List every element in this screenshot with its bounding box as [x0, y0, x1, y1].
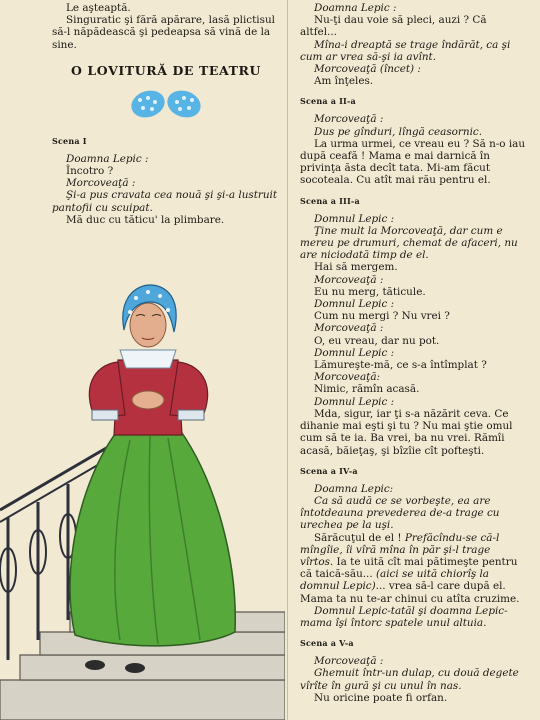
speaker-label: Domnul Lepic :	[314, 395, 395, 408]
scene-3-label: Scena a III-a	[300, 195, 360, 206]
dialogue-line: Mă duc cu tăticu' la plimbare.	[66, 213, 225, 226]
speaker-label: Morcoveaţă :	[314, 322, 384, 335]
stage-direction: Ca să audă ce se vorbeşte, ea are întotdeauna prevederea de-a trage cu urechea pe la uşi.	[300, 494, 500, 532]
speaker-label: Doamna Lepic:	[314, 482, 394, 495]
dialogue-line: Hai să mergem.	[314, 261, 398, 274]
dialogue-line: O, eu vreau, dar nu pot.	[314, 334, 440, 347]
right-column	[300, 2, 526, 704]
dialogue-text: ... vrea să-l care după el. Mama ta nu te-ar chinui cu atîta cruzime.	[300, 580, 520, 605]
left-column	[52, 2, 280, 226]
stage-direction: Ghemuit într-un dulap, cu două degete vîrîte în gură şi cu unul în nas.	[300, 667, 519, 692]
dialogue-line: Eu nu merg, tăticule.	[314, 285, 426, 298]
chapter-title: O LOVITURĂ DE TEATRU	[70, 62, 262, 78]
stage-direction: Şi-a pus cravata cea nouă şi şi-a lustruit pantofii cu scuipat.	[52, 189, 278, 214]
dialogue-line: Cum nu mergi ? Nu vrei ?	[314, 310, 450, 323]
stage-direction: Dus pe gînduri, lîngă ceasornic.	[314, 125, 483, 138]
green-skirt	[70, 430, 235, 646]
speaker-label: Morcoveaţă :	[314, 655, 384, 668]
ornament-icon	[126, 86, 206, 122]
dialogue-line: Am înţeles.	[314, 75, 374, 88]
speaker-label: Morcoveaţă :	[66, 177, 136, 190]
intro-paragraph: Singuratic şi fără apărare, lasă plictisul să-l năpădească şi pedeapsa să vină de la sine.	[52, 14, 275, 51]
stage-direction-inline: (aici se uită chiorîş la domnul Lepic)	[300, 568, 489, 593]
stage-direction: Mîna-i dreaptă se trage îndărăt, ca şi cum ar vrea să-şi ia avînt.	[300, 38, 511, 63]
stage-direction: Ţine mult la Morcoveaţă, dar cum e mereu pe drumuri, chemat de afaceri, nu are niciodată timp de el.	[300, 224, 518, 262]
scene-2-label: Scena a II-a	[300, 96, 356, 107]
dialogue-line: Nu oricine poate fi orfan.	[314, 691, 448, 704]
scene-5-label: Scena a V-a	[300, 638, 354, 649]
speaker-label: Domnul Lepic :	[314, 212, 395, 225]
dialogue-text: Sărăcuţul de el !	[314, 531, 405, 544]
speaker-label: Morcoveaţă (încet) :	[314, 63, 421, 76]
dialogue-line: Mda, sigur, iar ţi s-a năzărit ceva. Ce dihanie mai eşti şi tu ? Nu mai ştie omul cum să te ia. Ba vrei, ba nu vrei. Rămîi acasă, băieţaş, şi bîzîie cît pofteşti.	[300, 407, 513, 457]
speaker-label: Morcoveaţă:	[314, 371, 381, 384]
stage-direction-inline: Prefăcîndu-se că-l mîngîie, îi vîră mîna în păr şi-l trage vîrtos.	[300, 531, 500, 568]
woman-on-stairs-illustration	[0, 240, 285, 720]
column-divider	[287, 0, 288, 720]
speaker-label: Doamna Lepic :	[66, 152, 149, 165]
dialogue-line: Încotro ?	[66, 165, 114, 178]
dialogue-line: Lămureşte-mă, ce s-a întîmplat ?	[314, 359, 487, 372]
stage-direction: Domnul Lepic-tatăl şi doamna Lepic-mama îşi întorc spatele unul altuia.	[300, 604, 508, 629]
dialogue-paragraph	[300, 532, 526, 605]
dialogue-text: Ia te uită cît mai pătimeşte pentru că taică-său...	[300, 555, 518, 581]
speaker-label: Doamna Lepic :	[314, 2, 397, 14]
intro-line-1: Le aşteaptă.	[66, 2, 131, 14]
speaker-label: Domnul Lepic :	[314, 298, 395, 311]
speaker-label: Morcoveaţă :	[314, 113, 384, 126]
dialogue-line: Nimic, rămîn acasă.	[314, 383, 420, 396]
dialogue-line: Nu-ţi dau voie să pleci, auzi ? Că altfel...	[300, 14, 487, 39]
dialogue-line: La urma urmei, ce vreau eu ? Să n-o iau după ceafă ! Mama e mai darnică în privinţa ăsta decît tata. Mi-am făcut socoteala. Cu atît mai rău pentru el.	[300, 137, 526, 187]
speaker-label: Morcoveaţă :	[314, 273, 384, 286]
face	[130, 303, 166, 347]
scene-4-label: Scena a IV-a	[300, 465, 358, 476]
lace-collar	[120, 350, 176, 368]
speaker-label: Domnul Lepic :	[314, 346, 395, 359]
scene-1-label: Scena I	[52, 135, 87, 146]
